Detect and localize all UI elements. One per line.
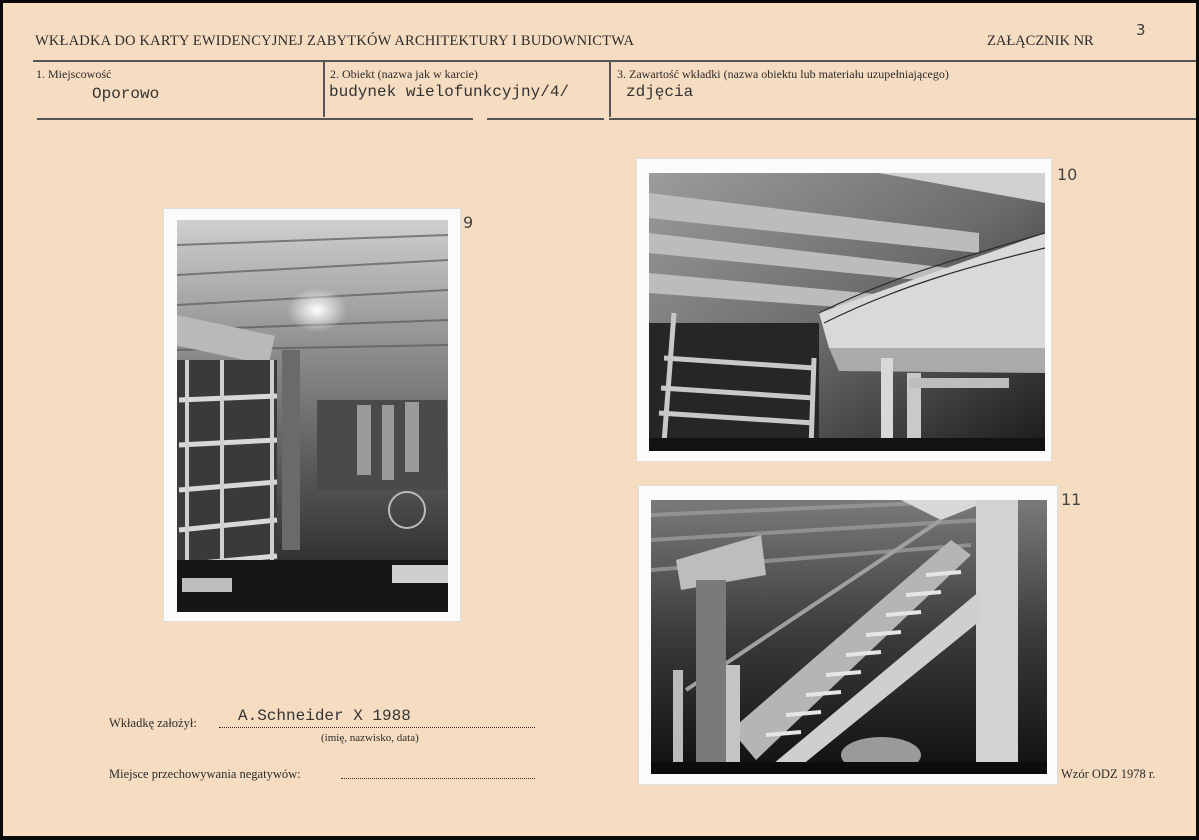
record-sheet	[3, 3, 1196, 836]
prepared-by-value: A.Schneider X 1988	[238, 707, 411, 725]
document-title: WKŁADKA DO KARTY EWIDENCYJNEJ ZABYTKÓW ARCHITEKTURY I BUDOWNICTWA	[35, 33, 635, 49]
photo-9-image	[177, 220, 448, 612]
negatives-location-label: Miejsce przechowywania negatywów:	[109, 767, 301, 781]
header-rule	[33, 60, 1196, 62]
prepared-by-hint: (imię, nazwisko, data)	[321, 732, 419, 744]
contents-label: 3. Zawartość wkładki (nazwa obiektu lub materiału uzupełniającego)	[617, 67, 949, 81]
contents-value: zdjęcia	[626, 83, 694, 101]
photo-9	[164, 209, 460, 621]
photo-11-number: 11	[1061, 490, 1082, 509]
prepared-by-line	[219, 727, 535, 728]
photo-10-image	[649, 173, 1045, 451]
attachment-number: 3	[1136, 21, 1146, 39]
object-value: budynek wielofunkcyjny/4/	[329, 83, 570, 101]
attachment-label: ZAŁĄCZNIK NR	[987, 33, 1094, 49]
place-label: 1. Miejscowość	[36, 67, 112, 81]
field-underline-2	[487, 118, 604, 120]
place-value: Oporowo	[92, 85, 160, 103]
field-divider-2	[609, 61, 611, 117]
object-label: 2. Obiekt (nazwa jak w karcie)	[330, 67, 478, 81]
field-underline-1	[37, 118, 473, 120]
prepared-by-label: Wkładkę założył:	[109, 716, 197, 730]
photo-11	[639, 486, 1057, 784]
field-underline-3	[609, 118, 1196, 120]
form-code: Wzór ODZ 1978 r.	[1061, 767, 1156, 781]
field-divider-1	[323, 61, 325, 117]
negatives-location-line	[341, 778, 535, 779]
photo-11-image	[651, 500, 1047, 774]
photo-10	[637, 159, 1051, 461]
photo-10-number: 10	[1057, 165, 1078, 184]
photo-9-number: 9	[463, 213, 474, 232]
